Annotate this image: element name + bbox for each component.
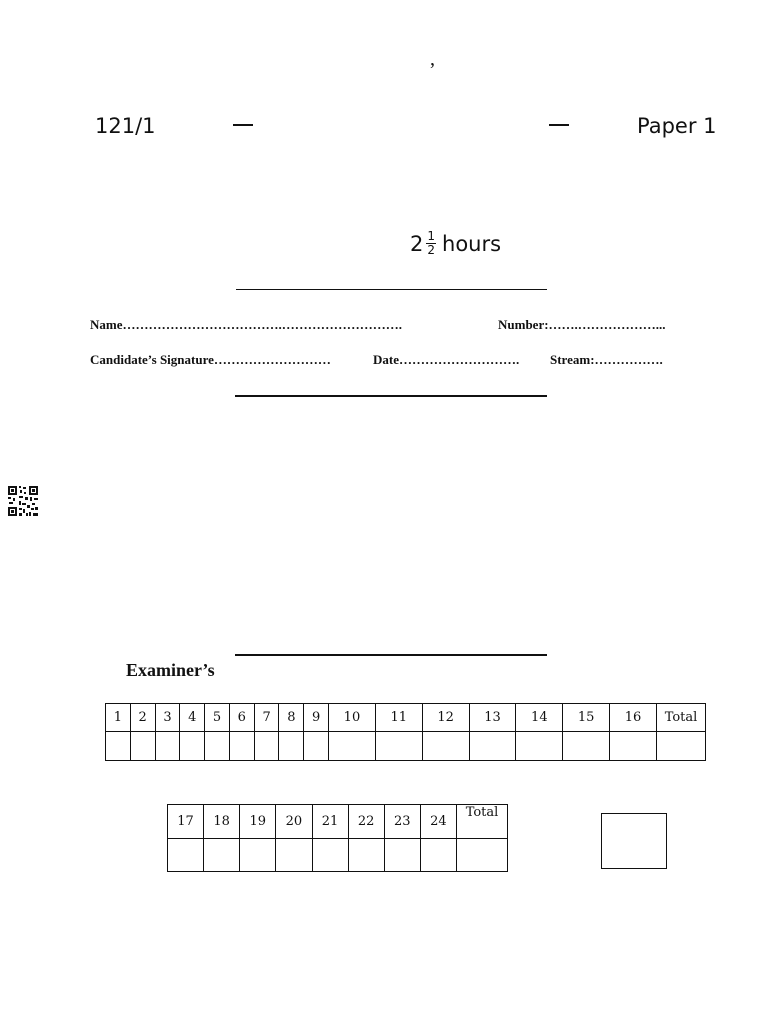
title-dash-right (549, 124, 569, 126)
question-header: 15 (563, 704, 610, 732)
score-cell[interactable] (205, 732, 230, 761)
name-field[interactable]: Name……………………………….………………………. (90, 317, 402, 332)
total-header: Total (457, 805, 508, 839)
question-header: 5 (205, 704, 230, 732)
score-cell[interactable] (420, 839, 456, 872)
duration-unit: hours (442, 231, 502, 256)
divider-top (236, 289, 547, 290)
exam-duration (410, 230, 501, 257)
question-header: 13 (469, 704, 516, 732)
question-header: 24 (420, 805, 456, 839)
divider-bottom (235, 654, 547, 656)
duration-whole: 2 (410, 231, 424, 256)
question-header: 12 (422, 704, 469, 732)
question-header: 19 (240, 805, 276, 839)
qr-code-icon (7, 485, 39, 517)
total-cell[interactable] (657, 732, 706, 761)
question-header: 18 (204, 805, 240, 839)
score-cell[interactable] (155, 732, 180, 761)
score-cell[interactable] (312, 839, 348, 872)
question-header: 14 (516, 704, 563, 732)
score-cell[interactable] (375, 732, 422, 761)
stream-field[interactable]: Stream:……………. (550, 352, 663, 367)
score-cell[interactable] (304, 732, 329, 761)
question-header: 11 (375, 704, 422, 732)
score-cell[interactable] (276, 839, 312, 872)
score-cell[interactable] (610, 732, 657, 761)
question-header: 16 (610, 704, 657, 732)
question-header: 6 (229, 704, 254, 732)
examiner-table-1 (105, 703, 706, 761)
paper-code: 121/1 (95, 114, 156, 138)
score-cell[interactable] (329, 732, 376, 761)
grand-total-box[interactable] (601, 813, 667, 869)
score-cell[interactable] (180, 732, 205, 761)
question-header: 2 (130, 704, 155, 732)
score-cell[interactable] (229, 732, 254, 761)
total-header: Total (657, 704, 706, 732)
title-dash-left (233, 124, 253, 126)
question-header: 4 (180, 704, 205, 732)
duration-numerator: 1 (427, 229, 436, 243)
total-cell[interactable] (457, 839, 508, 872)
score-cell[interactable] (422, 732, 469, 761)
date-field[interactable]: Date………………………. (373, 352, 520, 367)
score-cell[interactable] (348, 839, 384, 872)
question-header: 3 (155, 704, 180, 732)
question-header: 10 (329, 704, 376, 732)
question-header: 22 (348, 805, 384, 839)
score-cell[interactable] (516, 732, 563, 761)
question-header: 9 (304, 704, 329, 732)
duration-fraction (426, 230, 436, 257)
question-header: 17 (168, 805, 204, 839)
score-cell[interactable] (563, 732, 610, 761)
table-score-row (168, 839, 508, 872)
examiner-table-2 (167, 804, 508, 872)
number-field[interactable]: Number:…….………………... (498, 317, 666, 332)
score-cell[interactable] (240, 839, 276, 872)
score-cell[interactable] (106, 732, 131, 761)
score-cell[interactable] (384, 839, 420, 872)
question-header: 1 (106, 704, 131, 732)
table-header-row (168, 805, 508, 839)
question-header: 8 (279, 704, 304, 732)
question-header: 21 (312, 805, 348, 839)
question-header: 7 (254, 704, 279, 732)
signature-field[interactable]: Candidate’s Signature……………………… (90, 352, 331, 367)
table-header-row (106, 704, 706, 732)
examiners-label: Examiner’s (126, 660, 215, 680)
duration-denominator: 2 (427, 243, 436, 257)
score-cell[interactable] (168, 839, 204, 872)
table-score-row (106, 732, 706, 761)
score-cell[interactable] (130, 732, 155, 761)
score-cell[interactable] (469, 732, 516, 761)
score-cell[interactable] (254, 732, 279, 761)
score-cell[interactable] (204, 839, 240, 872)
paper-number: Paper 1 (637, 114, 717, 138)
question-header: 23 (384, 805, 420, 839)
score-cell[interactable] (279, 732, 304, 761)
divider-middle (235, 395, 547, 397)
stray-comma: , (430, 48, 435, 70)
question-header: 20 (276, 805, 312, 839)
